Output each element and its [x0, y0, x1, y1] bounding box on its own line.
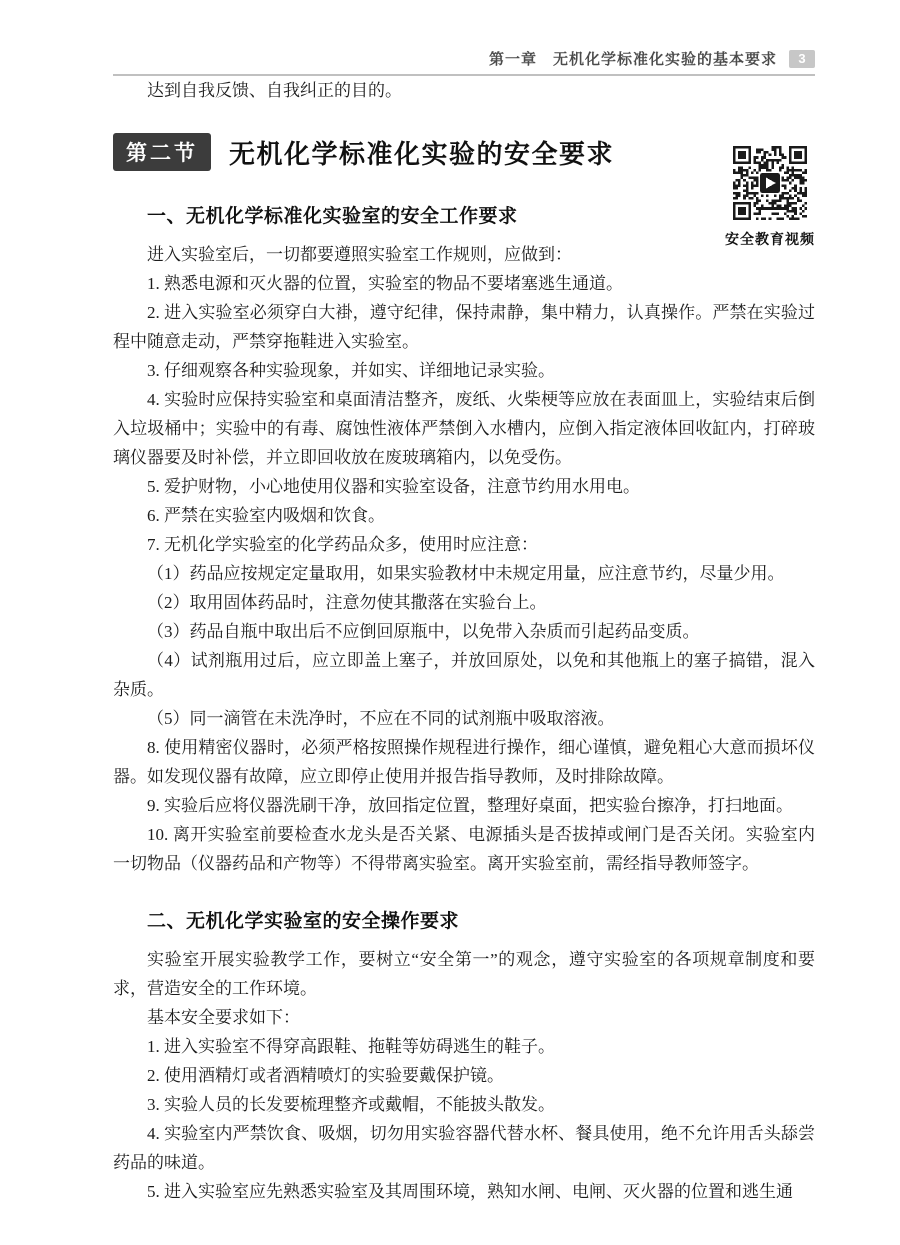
list-item: 2. 进入实验室必须穿白大褂，遵守纪律，保持肃静，集中精力，认真操作。严禁在实验过程中随意走动，严禁穿拖鞋进入实验室。	[113, 303, 815, 351]
running-head-chapter: 第一章 无机化学标准化实验的基本要求	[488, 51, 777, 68]
subsection-title: 一、无机化学标准化实验室的安全工作要求	[147, 206, 518, 227]
continuation-paragraph: 达到自我反馈、自我纠正的目的。	[147, 81, 402, 100]
page-header	[113, 48, 815, 76]
sub-list-item: （2）取用固体药品时，注意勿使其撒落在实验台上。	[147, 593, 547, 612]
qr-block	[720, 146, 820, 249]
list-item: 10. 离开实验室前要检查水龙头是否关紧、电源插头是否拔掉或闸门是否关闭。实验室内一切物品（仪器药品和产物等）不得带离实验室。离开实验室前，需经指导教师签字。	[113, 825, 815, 873]
list-item: 3. 实验人员的长发要梳理整齐或戴帽，不能披头散发。	[147, 1095, 555, 1114]
sub-list-item: （1）药品应按规定定量取用，如果实验教材中未规定用量，应注意节约，尽量少用。	[147, 564, 785, 583]
subsection-title: 二、无机化学实验室的安全操作要求	[147, 911, 460, 932]
qr-caption: 安全教育视频	[725, 231, 815, 247]
qr-code-icon	[733, 146, 807, 220]
sub-list-item: （3）药品自瓶中取出后不应倒回原瓶中，以免带入杂质而引起药品变质。	[147, 622, 700, 641]
list-item: 5. 进入实验室应先熟悉实验室及其周围环境，熟知水闸、电闸、灭火器的位置和逃生通	[147, 1182, 793, 1201]
subsection-safety-work-requirements	[113, 201, 815, 878]
section-badge: 第二节	[113, 133, 211, 171]
list-item: 2. 使用酒精灯或者酒精喷灯的实验要戴保护镜。	[147, 1066, 504, 1085]
section-heading	[113, 131, 815, 173]
paragraph: 基本安全要求如下：	[147, 1008, 300, 1027]
list-item: 1. 进入实验室不得穿高跟鞋、拖鞋等妨碍逃生的鞋子。	[147, 1037, 555, 1056]
list-item: 4. 实验室内严禁饮食、吸烟，切勿用实验容器代替水杯、餐具使用，绝不允许用舌头舔尝药品的味道。	[113, 1124, 815, 1172]
paragraph: 实验室开展实验教学工作，要树立“安全第一”的观念，遵守实验室的各项规章制度和要求，营造安全的工作环境。	[113, 950, 815, 998]
list-item: 1. 熟悉电源和灭火器的位置，实验室的物品不要堵塞逃生通道。	[147, 274, 623, 293]
list-item: 6. 严禁在实验室内吸烟和饮食。	[147, 506, 385, 525]
sub-list-item: （4）试剂瓶用过后，应立即盖上塞子，并放回原处，以免和其他瓶上的塞子搞错，混入杂质。	[113, 651, 815, 699]
sub-list-item: （5）同一滴管在未洗净时，不应在不同的试剂瓶中吸取溶液。	[147, 709, 615, 728]
list-item: 9. 实验后应将仪器洗刷干净，放回指定位置，整理好桌面，把实验台擦净，打扫地面。	[147, 796, 793, 815]
list-item: 8. 使用精密仪器时，必须严格按照操作规程进行操作，细心谨慎，避免粗心大意而损坏仪器。如发现仪器有故障，应立即停止使用并报告指导教师，及时排除故障。	[113, 738, 815, 786]
paragraph: 进入实验室后，一切都要遵照实验室工作规则，应做到：	[147, 245, 572, 264]
list-item: 3. 仔细观察各种实验现象，并如实、详细地记录实验。	[147, 361, 555, 380]
list-item: 4. 实验时应保持实验室和桌面清洁整齐，废纸、火柴梗等应放在表面皿上，实验结束后倒入垃圾桶中；实验中的有毒、腐蚀性液体严禁倒入水槽内，应倒入指定液体回收缸内，打碎玻璃仪器要及时补偿，并立即回收放在废玻璃箱内，以免受伤。	[113, 390, 815, 467]
subsection-safety-operation-requirements	[113, 906, 815, 1206]
list-item: 5. 爱护财物，小心地使用仪器和实验室设备，注意节约用水用电。	[147, 477, 640, 496]
running-head-row	[113, 48, 815, 69]
list-item: 7. 无机化学实验室的化学药品众多，使用时应注意：	[147, 535, 538, 554]
page-number: 3	[789, 50, 815, 68]
section-title: 无机化学标准化实验的安全要求	[229, 138, 615, 169]
